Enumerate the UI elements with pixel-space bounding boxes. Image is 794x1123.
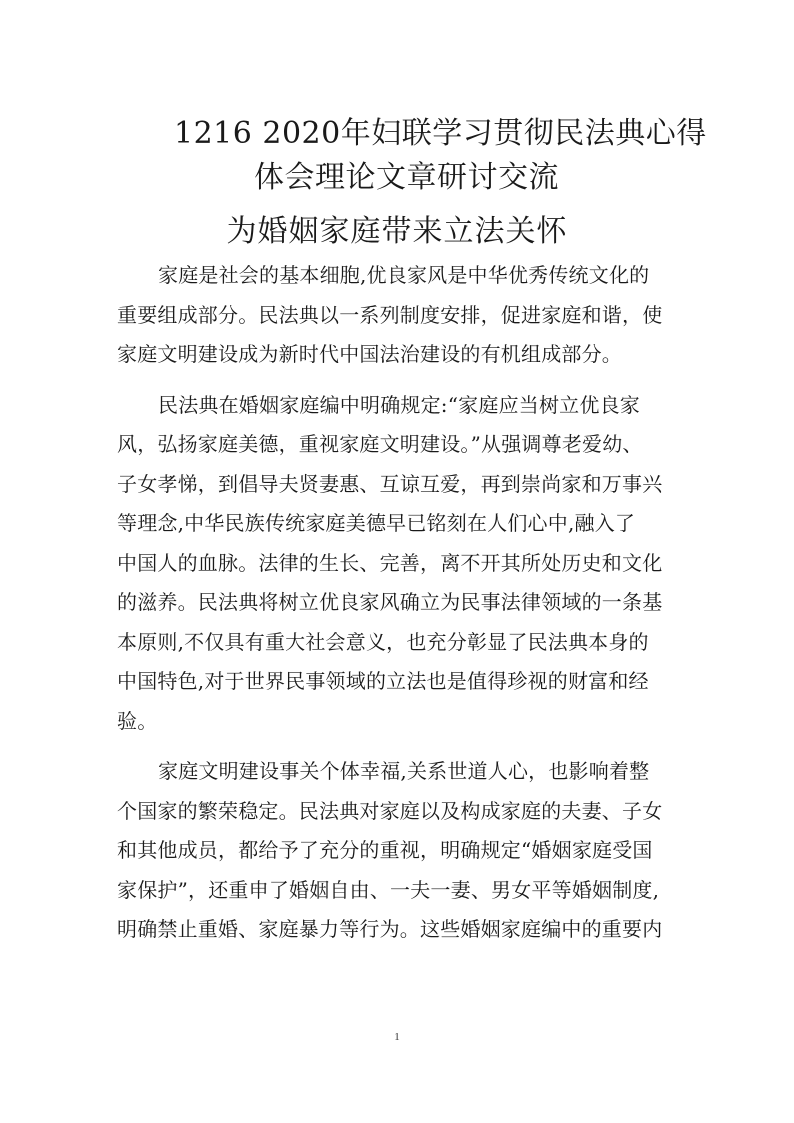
paragraph-line: 等理念,中华民族传统家庭美德早已铭刻在人们心中,融入了	[117, 511, 636, 535]
paragraph-line: 中国特色,对于世界民事领域的立法也是值得珍视的财富和经	[117, 669, 649, 693]
paragraph-line: 重要组成部分。民法典以一系列制度安排，促进家庭和谐，使	[117, 302, 663, 327]
document-title-line-2: 体会理论文章研讨交流	[254, 160, 559, 195]
paragraph-line: 风，弘扬家庭美德，重视家庭文明建设。”从强调尊老爱幼、	[117, 432, 643, 456]
paragraph-3	[117, 752, 689, 950]
paragraph-1	[117, 256, 689, 375]
paragraph-line: 家庭文明建设事关个体幸福,关系世道人心，也影响着整	[158, 759, 650, 783]
paragraph-line: 家庭是社会的基本细胞,优良家风是中华优秀传统文化的	[158, 263, 650, 287]
paragraph-line: 中国人的血脉。法律的生长、完善，离不开其所处历史和文化	[117, 550, 663, 575]
paragraph-2	[117, 386, 689, 742]
paragraph-line: 子女孝悌，到倡导夫贤妻惠、互谅互爱，再到崇尚家和万事兴	[117, 471, 663, 496]
paragraph-line: 本原则,不仅具有重大社会意义，也充分彰显了民法典本身的	[117, 629, 649, 654]
paragraph-line: 家保护”，还重申了婚姻自由、一夫一妻、男女平等婚姻制度,	[117, 877, 660, 902]
paragraph-line: 的滋养。民法典将树立优良家风确立为民事法律领域的一条基	[117, 590, 663, 614]
paragraph-line: 家庭文明建设成为新时代中国法治建设的有机组成部分。	[117, 342, 622, 366]
page-number: 1	[394, 1031, 400, 1043]
document-title-line-1: 1216 2020年妇联学习贯彻民法典心得	[174, 116, 707, 151]
paragraph-line: 民法典在婚姻家庭编中明确规定:“家庭应当树立优良家	[158, 392, 640, 417]
document-subtitle: 为婚姻家庭带来立法关怀	[226, 214, 568, 249]
paragraph-line: 个国家的繁荣稳定。民法典对家庭以及构成家庭的夫妻、子女	[117, 798, 663, 823]
paragraph-line: 验。	[117, 708, 158, 733]
paragraph-line: 明确禁止重婚、家庭暴力等行为。这些婚姻家庭编中的重要内	[117, 917, 663, 941]
document-body	[117, 256, 689, 961]
paragraph-line: 和其他成员，都给予了充分的重视，明确规定“婚姻家庭受国	[117, 838, 653, 862]
